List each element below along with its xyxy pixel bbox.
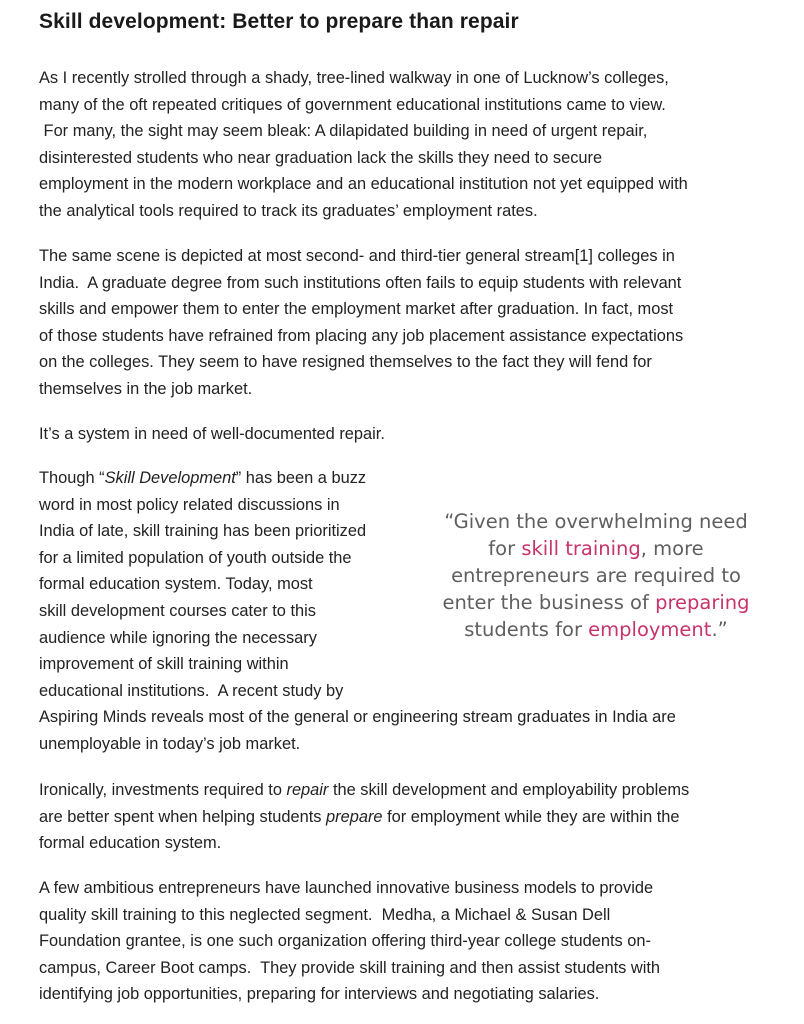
quote-line: for skill training, more — [488, 537, 704, 560]
text-line: As I recently strolled through a shady, tree-lined walkway in one of Lucknow’s colleges, — [39, 69, 669, 87]
text-line: employment in the modern workplace and an educational institution not yet equipped with — [39, 175, 688, 194]
text-line: many of the oft repeated critiques of government educational institutions came to view. — [39, 95, 666, 114]
paragraph-entrepreneurs — [39, 875, 779, 1008]
text-line: unemployable in today’s job market. — [39, 734, 301, 753]
text-line: campus, Career Boot camps. They provide skill training and then assist students with — [39, 958, 661, 977]
text-line: formal education system. — [39, 834, 222, 853]
text-line: Foundation grantee, is one such organization offering third-year college students on- — [39, 932, 651, 951]
text-line: identifying job opportunities, preparing for interviews and negotiating salaries. — [39, 985, 600, 1004]
text-line: disinterested students who near graduation lack the skills they need to secure — [39, 148, 603, 167]
pull-quote — [436, 508, 756, 643]
paragraph-ironically — [39, 777, 779, 857]
text-line: India of late, skill training has been prioritized — [39, 522, 367, 541]
text-line: skills and empower them to enter the employment market after graduation. In fact, most — [39, 300, 674, 319]
paragraph-intro — [39, 65, 779, 225]
emphasis-text: prepare — [326, 807, 383, 826]
quote-highlight: employment — [588, 618, 712, 641]
quote-line: students for employment.” — [464, 618, 728, 641]
paragraph-repair — [39, 421, 779, 448]
text-line: It’s a system in need of well-documented repair. — [39, 425, 385, 443]
quote-line: enter the business of preparing — [442, 591, 750, 614]
quote-highlight: skill training — [521, 537, 641, 560]
text-line: for a limited population of youth outside the — [39, 548, 352, 567]
text-line: on the colleges. They seem to have resigned themselves to the fact they will fend for — [39, 353, 652, 372]
paragraph-scene — [39, 243, 779, 403]
text-line: skill development courses cater to this — [39, 601, 316, 620]
text-line: Aspiring Minds reveals most of the general or engineering stream graduates in India are — [39, 708, 676, 727]
text-line: For many, the sight may seem bleak: A dilapidated building in need of urgent repair, — [39, 122, 648, 141]
quote-line: entrepreneurs are required to — [451, 564, 741, 587]
text-line: Though “Skill Development” has been a buzz — [39, 469, 367, 487]
text-line: formal education system. Today, most — [39, 575, 313, 594]
text-line: themselves in the job market. — [39, 379, 253, 398]
text-line: of those students have refrained from placing any job placement assistance expectations — [39, 326, 684, 345]
text-line: educational institutions. A recent study by — [39, 681, 344, 700]
text-line: audience while ignoring the necessary — [39, 628, 317, 647]
quote-line: “Given the overwhelming need — [444, 510, 748, 533]
text-line: quality skill training to this neglected segment. Medha, a Michael & Susan Dell — [39, 905, 611, 924]
text-line: the analytical tools required to track its graduates’ employment rates. — [39, 201, 538, 220]
article-title: Skill development: Better to prepare than repair — [39, 10, 519, 33]
text-line: improvement of skill training within — [39, 655, 289, 674]
text-line: A few ambitious entrepreneurs have launched innovative business models to provide — [39, 879, 654, 897]
emphasis-text: Skill Development — [104, 469, 236, 487]
text-line: word in most policy related discussions in — [39, 495, 340, 514]
quote-highlight: preparing — [655, 591, 750, 614]
text-line: Ironically, investments required to repair the skill development and employability problems — [39, 781, 690, 799]
emphasis-text: repair — [286, 781, 329, 799]
text-line: India. A graduate degree from such institutions often fails to equip students with relevant — [39, 273, 682, 292]
text-line: The same scene is depicted at most second- and third-tier general stream[1] colleges in — [39, 247, 675, 265]
text-line: are better spent when helping students prepare for employment while they are within the — [39, 807, 680, 826]
